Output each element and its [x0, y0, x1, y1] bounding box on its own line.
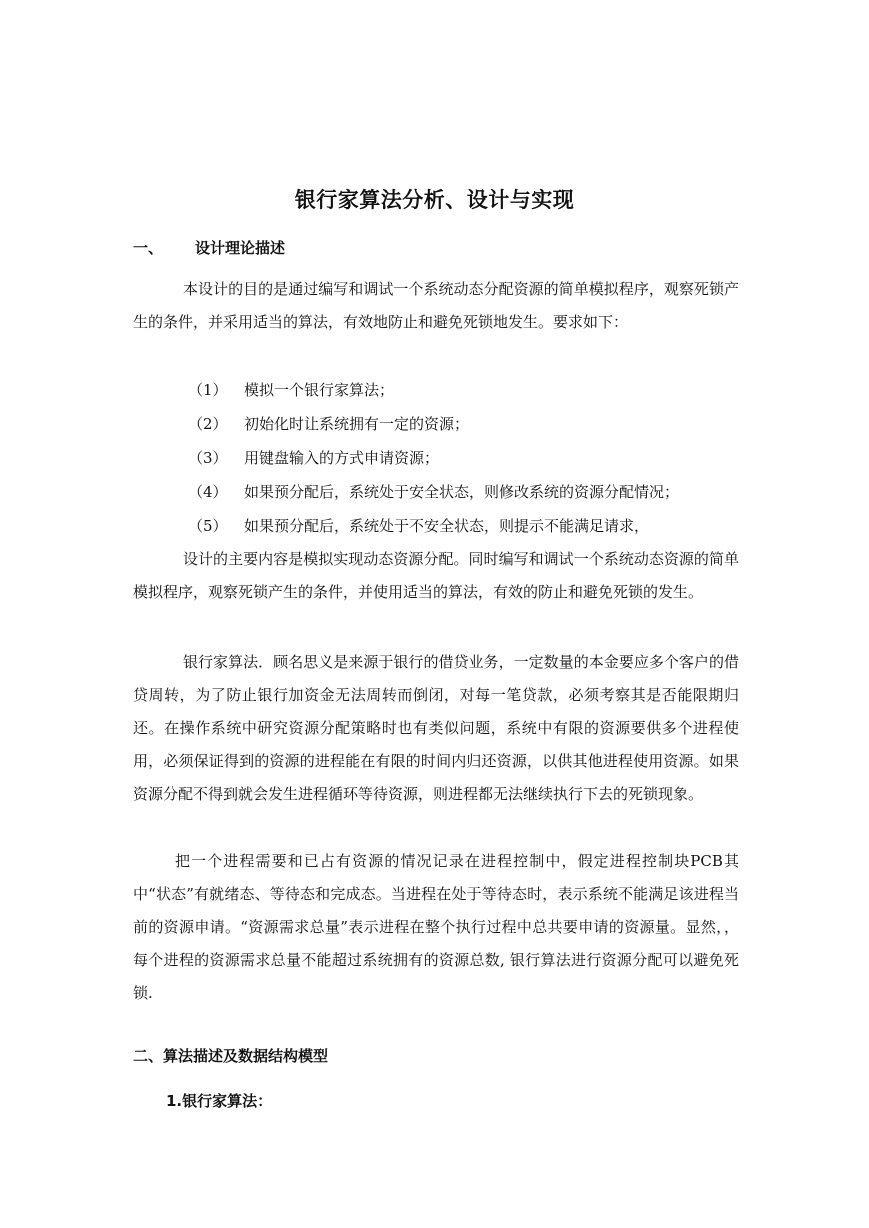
list-item-index: （3）	[188, 449, 228, 467]
list-item-text: 模拟一个银行家算法；	[244, 381, 395, 399]
design-content-paragraph: 设计的主要内容是模拟实现动态资源分配。同时编写和调试一个系统动态资源的简单模拟程序，观察死锁产生的条件，并使用适当的算法，有效的防止和避免死锁的发生。	[133, 550, 739, 601]
banker-algorithm-paragraph: 银行家算法．顾名思义是来源于银行的借贷业务，一定数量的本金要应多个客户的借贷周转，为了防止银行加资金无法周转而倒闭，对每一笔贷款，必须考察其是否能限期归还。在操作系统中研究资源分配策略时也有类似问题，系统中有限的资源要供多个进程使用，必须保证得到的资源的进程能在有限的时间内归还资源，以供其他进程使用资源。如果资源分配不得到就会发生进程循环等待资源，则进程都无法继续执行下去的死锁现象。	[133, 653, 739, 803]
section1-heading	[133, 237, 285, 258]
list-item	[188, 476, 679, 510]
list-item-text: 初始化时让系统拥有一定的资源；	[244, 415, 470, 433]
list-item-index: （1）	[188, 381, 228, 399]
section1-heading-text: 设计理论描述	[195, 239, 286, 257]
list-item-index: （4）	[188, 483, 228, 501]
list-item	[188, 442, 679, 476]
list-item	[188, 510, 679, 544]
intro-paragraph: 本设计的目的是通过编写和调试一个系统动态分配资源的简单模拟程序，观察死锁产生的条件，并采用适当的算法，有效地防止和避免死锁地发生。要求如下：	[133, 280, 739, 331]
list-item	[188, 408, 679, 442]
list-item	[188, 374, 679, 408]
list-item-text: 如果预分配后，系统处于不安全状态，则提示不能满足请求，	[244, 517, 650, 535]
list-item-index: （2）	[188, 415, 228, 433]
section2-subheading: 1.银行家算法：	[166, 1092, 273, 1110]
document-title: 银行家算法分析、设计与实现	[294, 188, 575, 212]
section2-heading: 二、算法描述及数据结构模型	[133, 1047, 329, 1065]
requirements-list	[188, 374, 679, 544]
list-item-index: （5）	[188, 517, 228, 535]
list-item-text: 用键盘输入的方式申请资源；	[244, 449, 440, 467]
section1-number: 一、	[133, 239, 164, 257]
pcb-paragraph: 把一个进程需要和已占有资源的情况记录在进程控制中，假定进程控制块PCB其中“状态”有就绪态、等待态和完成态。当进程在处于等待态时，表示系统不能满足该进程当前的资源申请。“资源需求总量”表示进程在整个执行过程中总共要申请的资源量。显然，，每个进程的资源需求总量不能超过系统拥有的资源总数, 银行算法进行资源分配可以避免死锁.	[133, 852, 739, 1002]
list-item-text: 如果预分配后，系统处于安全状态，则修改系统的资源分配情况；	[244, 483, 680, 501]
